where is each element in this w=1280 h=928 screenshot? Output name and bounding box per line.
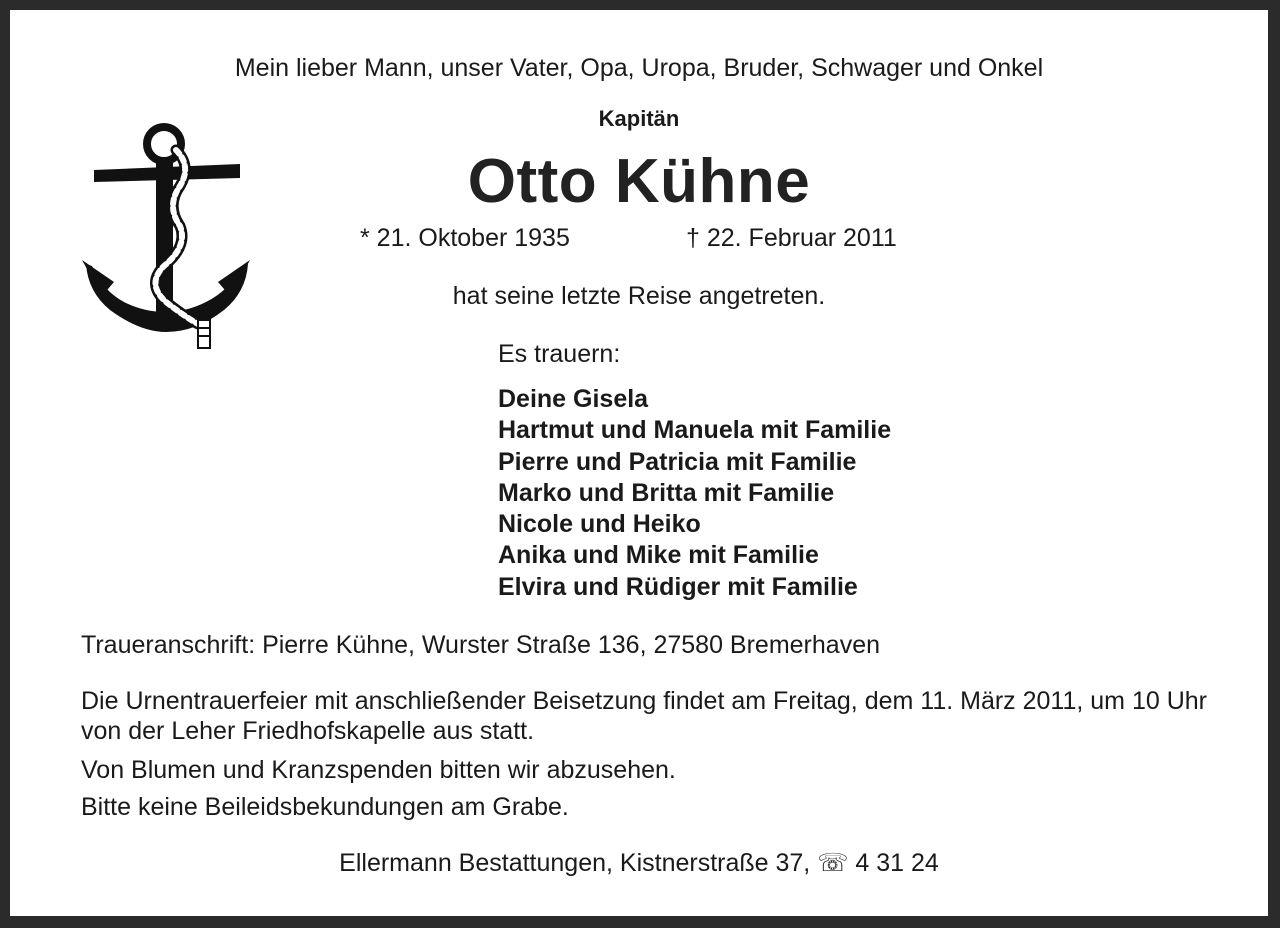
mourners-list [498,384,891,603]
deceased-name: Otto Kühne [467,147,811,216]
mourners-label: Es trauern: [498,340,621,368]
birth-date: * 21. Oktober 1935 [360,224,570,252]
funeral-home-footer: Ellermann Bestattungen, Kistnerstraße 37, ☏ 4 31 24 [339,849,939,877]
ceremony-info: Die Urnentrauerfeier mit anschließender Beisetzung findet am Freitag, dem 11. März 2011, um 10 Uhr von der Leher Friedhofskapelle aus statt. [81,687,1207,745]
flowers-note: Von Blumen und Kranzspenden bitten wir abzusehen. [81,756,676,784]
journey-line: hat seine letzte Reise angetreten. [452,282,826,310]
mourner-item: Marko und Britta mit Familie [498,478,835,507]
mourner-item: Elvira und Rüdiger mit Familie [498,572,858,601]
mourner-item: Hartmut und Manuela mit Familie [498,416,892,445]
mourner-item: Nicole und Heiko [498,510,701,539]
condolences-note: Bitte keine Beileidsbekundungen am Grabe. [81,793,569,821]
mourner-item: Pierre und Patricia mit Familie [498,447,857,476]
intro-line: Mein lieber Mann, unser Vater, Opa, Uropa, Bruder, Schwager und Onkel [234,54,1044,82]
death-date: † 22. Februar 2011 [686,224,897,252]
mourner-item: Deine Gisela [498,385,649,413]
mourning-address: Traueranschrift: Pierre Kühne, Wurster Straße 136, 27580 Bremerhaven [81,631,880,659]
title-label: Kapitän [598,106,680,131]
obituary-notice [10,10,1268,916]
mourner-item: Anika und Mike mit Familie [498,541,819,570]
